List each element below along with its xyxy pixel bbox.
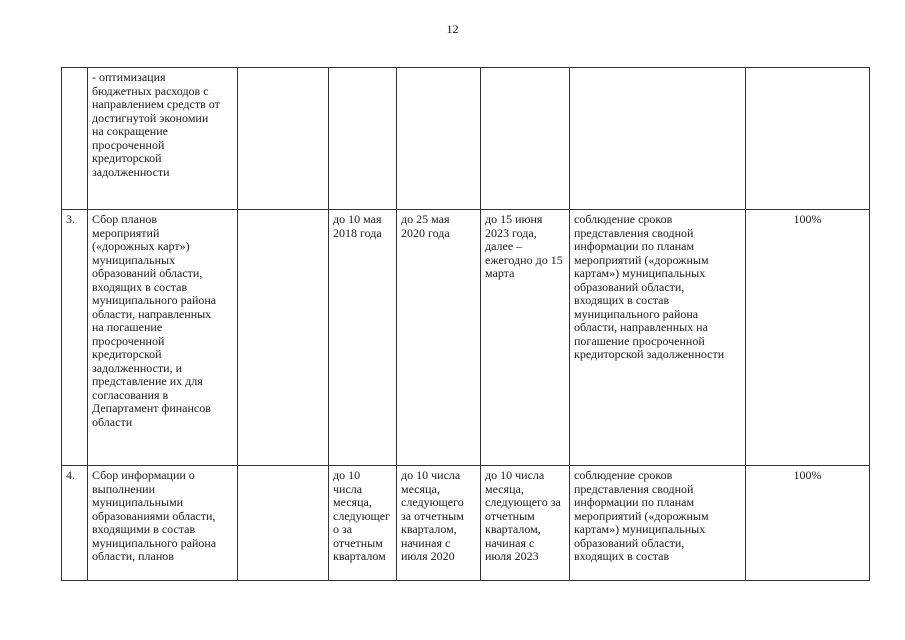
measure-description: Сбор информации о выполнении муниципальными образованиями области, входящими в состав муниципального района области, планов	[88, 466, 238, 581]
table-row	[62, 466, 870, 581]
criterion: соблюдение сроков представления сводной информации по планам мероприятий («дорожным картам») муниципальных образований области, входящих в состав	[570, 466, 746, 581]
deadline-2020: до 25 мая 2020 года	[397, 210, 481, 466]
responsible-cell	[238, 210, 329, 466]
deadline-2020	[397, 68, 481, 210]
deadline-2023: до 15 июня 2023 года, далее – ежегодно до 15 марта	[481, 210, 570, 466]
measures-table	[61, 67, 870, 581]
target-value: 100%	[746, 210, 870, 466]
deadline-2020: до 10 числа месяца, следующего за отчетным кварталом, начиная с июля 2020	[397, 466, 481, 581]
target-value: 100%	[746, 466, 870, 581]
row-number: 4.	[62, 466, 88, 581]
deadline-start: до 10 мая 2018 года	[329, 210, 397, 466]
table-row	[62, 210, 870, 466]
criterion: соблюдение сроков представления сводной информации по планам мероприятий («дорожным картам») муниципальных образований области, входящих в состав муниципального района области, направленных на погашение просроченной кредиторской задолженности	[570, 210, 746, 466]
target-value	[746, 68, 870, 210]
criterion	[570, 68, 746, 210]
measure-description: - оптимизация бюджетных расходов с направлением средств от достигнутой экономии на сокращение просроченной кредиторской задолженности	[88, 68, 238, 210]
deadline-2023: до 10 числа месяца, следующего за отчетным кварталом, начиная с июля 2023	[481, 466, 570, 581]
deadline-start	[329, 68, 397, 210]
responsible-cell	[238, 466, 329, 581]
row-number: 3.	[62, 210, 88, 466]
row-number	[62, 68, 88, 210]
responsible-cell	[238, 68, 329, 210]
table-row	[62, 68, 870, 210]
measure-description: Сбор планов мероприятий («дорожных карт») муниципальных образований области, входящих в состав муниципального района области, направленных на погашение просроченной кредиторской задолженности, и представление их для согласования в Департамент финансов области	[88, 210, 238, 466]
deadline-start: до 10 числа месяца, следующег о за отчетным кварталом	[329, 466, 397, 581]
deadline-2023	[481, 68, 570, 210]
page-number: 12	[446, 22, 459, 36]
